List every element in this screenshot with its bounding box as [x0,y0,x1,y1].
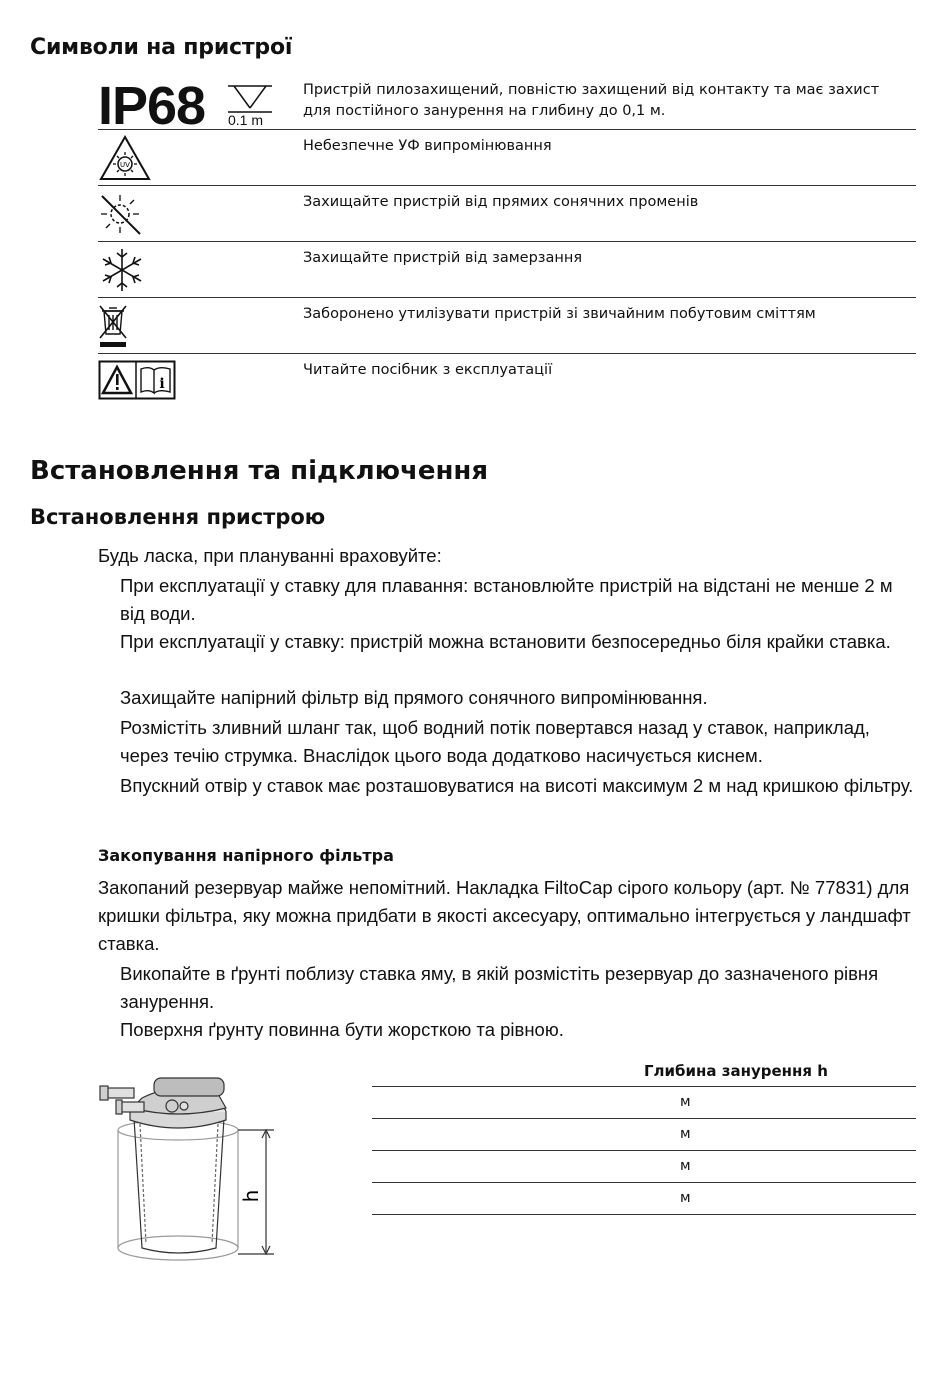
table-row [372,1183,916,1215]
table-header [372,1058,916,1087]
burying-item: Поверхня ґрунту повинна бути жорсткою та рівною. [120,1019,564,1040]
installation-intro: Будь ласка, при плануванні враховуйте: [98,545,442,566]
svg-text:i: i [159,376,165,392]
symbol-description: Захищайте пристрій від замерзання [303,250,583,266]
table-row [372,1151,916,1183]
ip68-label: IP68 [98,76,206,136]
symbols-heading: Символи на пристрої [30,35,293,60]
installation-item: При експлуатації у ставку: пристрій можна встановити безпосередньо біля крайки ставка. [120,631,891,652]
symbol-row [98,186,916,242]
symbol-description: Небезпечне УФ випромінювання [303,138,552,154]
svg-text:UV: UV [120,161,130,169]
symbol-description: Заборонено утилізувати пристрій зі звичайним побутовим сміттям [303,306,816,322]
uv-radiation-icon [98,134,152,182]
installation-item: Захищайте напірний фільтр від прямого сонячного випромінювання. [120,687,708,708]
table-cell: м [680,1094,691,1110]
no-sunlight-icon [98,190,148,238]
burying-item: Викопайте в ґрунті поблизу ставка яму, в якій розмістіть резервуар до зазначеного рівня занурення. [120,963,879,1012]
table-row [372,1119,916,1151]
crossed-bin-icon [98,302,130,350]
table-row [372,1087,916,1119]
frost-icon [98,246,150,294]
symbol-row [98,354,916,409]
table-cell: м [680,1190,691,1206]
device-installation-heading: Встановлення пристрою [30,505,326,529]
burying-text: Закопаний резервуар майже непомітний. Накладка FiltoCap сірого кольору (арт. № 77831) для кришки фільтра, яку можна придбати в якості аксесуару, оптимально інтегрується у ландшафт ставка. [98,877,911,954]
installation-item: При експлуатації у ставку для плавання: встановлюйте пристрій на відстані не менше 2 м від води. [120,575,893,624]
symbol-row [98,298,916,354]
table-cell: м [680,1158,691,1174]
ip68-depth-icon [98,76,298,136]
immersion-depth-table [372,1058,916,1215]
symbol-row [98,74,916,136]
depth-label: 0.1 m [228,112,264,128]
symbol-description: Захищайте пристрій від прямих сонячних променів [303,194,699,210]
column-header-depth: Глибина занурення h [644,1062,828,1080]
installation-item: Розмістіть зливний шланг так, щоб водний потік повертався назад у ставок, наприклад, через течію струмка. Внаслідок цього вода додатково насичується киснем. [120,717,870,766]
installation-heading: Встановлення та підключення [30,456,489,486]
burying-heading: Закопування напірного фільтра [98,846,394,865]
symbol-row [98,130,916,186]
symbol-description: Пристрій пилозахищений, повністю захищений від контакту та має захист для постійного занурення на глибину до 0,1 м. [303,82,880,119]
symbol-description: Читайте посібник з експлуатації [303,362,553,378]
buried-filter-illustration [98,1058,298,1273]
symbols-table [98,74,916,409]
symbol-row [98,242,916,298]
table-cell: м [680,1126,691,1142]
read-manual-icon [98,358,178,402]
dimension-h-label: h [239,1189,263,1203]
installation-item: Впускний отвір у ставок має розташовуватися на висоті максимум 2 м над кришкою фільтру. [120,775,914,796]
